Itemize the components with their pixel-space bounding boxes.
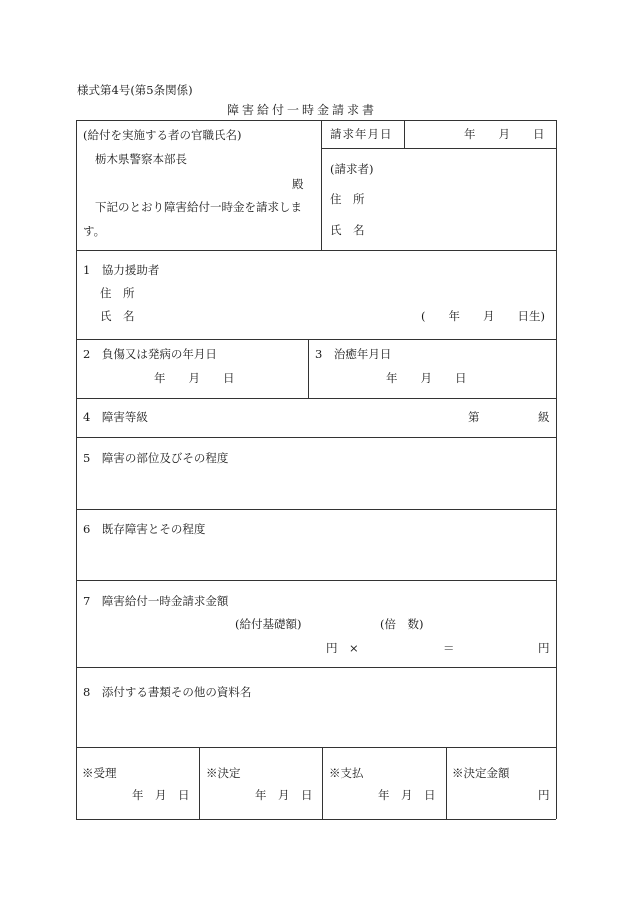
section-5-title: 5 障害の部位及びその程度 xyxy=(83,451,229,465)
yen-times-label: 円 × xyxy=(326,641,359,655)
request-text-line1: 下記のとおり障害給付一時金を請求しま xyxy=(95,200,302,214)
section-7-title: 7 障害給付一時金請求金額 xyxy=(83,594,229,608)
recovery-date-field[interactable]: 年 月 日 xyxy=(386,371,467,385)
helper-address-label: 住 所 xyxy=(100,286,135,300)
helper-name-label: 氏 名 xyxy=(100,309,135,323)
section-1-title: 1 協力援助者 xyxy=(83,263,160,277)
decided-amount-label: ※決定金額 xyxy=(452,766,510,780)
request-text-line2: す。 xyxy=(83,224,106,238)
grade-suffix: 級 xyxy=(538,410,550,424)
claimant-address-label: 住 所 xyxy=(330,192,365,206)
helper-birth-date-field[interactable]: ( 年 月 日生) xyxy=(421,309,545,323)
paid-date-field[interactable]: 年 月 日 xyxy=(378,788,436,802)
claimant-label: (請求者) xyxy=(330,162,374,176)
section-6-title: 6 既存障害とその程度 xyxy=(83,522,206,536)
section-8-title: 8 添付する書類その他の資料名 xyxy=(83,685,252,699)
equals-label: ＝ xyxy=(443,641,455,655)
page-title: 障害給付一時金請求書 xyxy=(227,103,378,117)
total-yen-label: 円 xyxy=(538,641,550,655)
injury-date-field[interactable]: 年 月 日 xyxy=(154,371,235,385)
received-date-field[interactable]: 年 月 日 xyxy=(132,788,190,802)
section-2-title: 2 負傷又は発病の年月日 xyxy=(83,347,217,361)
decided-amount-yen: 円 xyxy=(538,788,550,802)
request-date-field[interactable]: 年 月 日 xyxy=(464,127,545,141)
paid-label: ※支払 xyxy=(329,766,364,780)
claimant-name-label: 氏 名 xyxy=(330,223,365,237)
form-number: 様式第4号(第5条関係) xyxy=(77,83,193,97)
official-label: (給付を実施する者の官職氏名) xyxy=(83,128,242,142)
section-4-title: 4 障害等級 xyxy=(83,410,148,424)
grade-prefix: 第 xyxy=(468,410,480,424)
decided-label: ※決定 xyxy=(206,766,241,780)
request-date-label: 請求年月日 xyxy=(330,127,393,141)
multiplier-label: (倍 数) xyxy=(380,617,424,631)
received-label: ※受理 xyxy=(82,766,117,780)
official-name: 栃木県警察本部長 xyxy=(95,152,187,166)
section-3-title: 3 治癒年月日 xyxy=(315,347,392,361)
dono-label: 殿 xyxy=(292,177,304,191)
decided-date-field[interactable]: 年 月 日 xyxy=(255,788,313,802)
base-amount-label: (給付基礎額) xyxy=(235,617,302,631)
